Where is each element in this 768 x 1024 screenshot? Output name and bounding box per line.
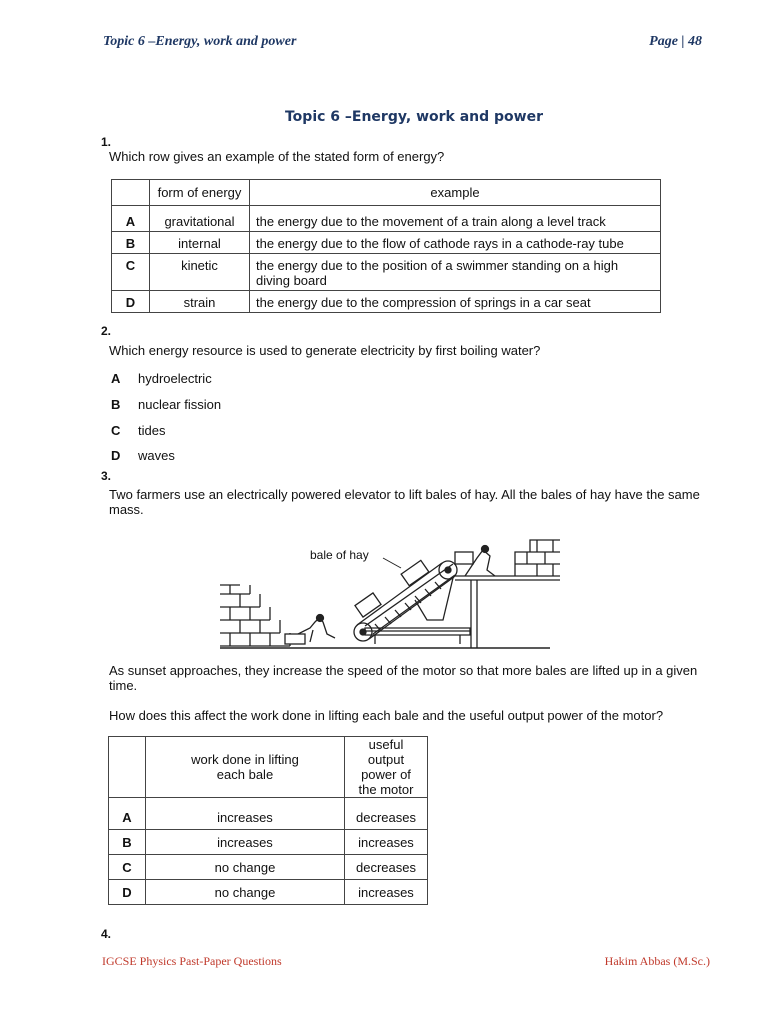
- form-cell: kinetic: [150, 254, 250, 291]
- form-cell: internal: [150, 232, 250, 254]
- upper-platform: [455, 576, 560, 648]
- row-label: C: [112, 254, 150, 291]
- form-cell: gravitational: [150, 206, 250, 232]
- form-cell: strain: [150, 291, 250, 313]
- column-header-example: example: [250, 180, 661, 206]
- table-header-row: [109, 737, 428, 798]
- question-3-text: Two farmers use an electrically powered elevator to lift bales of hay. All the bales of hay have the same mass.: [109, 487, 700, 517]
- power-cell: increases: [345, 830, 428, 855]
- farmer-bottom-figure: [285, 615, 335, 645]
- question-3-text-2: As sunset approaches, they increase the speed of the motor so that more bales are lifted up in a given time.: [109, 663, 698, 693]
- option-text: waves: [138, 448, 175, 463]
- power-cell: increases: [345, 880, 428, 905]
- question-3-text-3: How does this affect the work done in lifting each bale and the useful output power of the motor?: [109, 708, 664, 723]
- question-2-option-a: [111, 371, 212, 386]
- work-cell: increases: [146, 798, 345, 830]
- row-label: B: [109, 830, 146, 855]
- column-header-work: work done in lifting each bale: [146, 737, 345, 798]
- example-cell: the energy due to the position of a swimmer standing on a high diving board: [250, 254, 661, 291]
- page-title: Topic 6 –Energy, work and power: [284, 109, 544, 125]
- question-4-number: 4.: [101, 927, 112, 941]
- row-label: A: [109, 798, 146, 830]
- power-cell: decreases: [345, 798, 428, 830]
- option-text: hydroelectric: [138, 371, 212, 386]
- option-letter: D: [111, 448, 121, 463]
- option-letter: C: [111, 423, 121, 438]
- row-label: D: [109, 880, 146, 905]
- row-label: C: [109, 855, 146, 880]
- brick-wall-left: [220, 585, 290, 646]
- question-1-number: 1.: [101, 135, 112, 149]
- option-letter: B: [111, 397, 121, 412]
- row-label: A: [112, 206, 150, 232]
- table-corner-cell: [112, 180, 150, 206]
- question-2-option-d: [111, 448, 175, 463]
- question-3-number: 3.: [101, 469, 112, 483]
- work-cell: no change: [146, 880, 345, 905]
- option-letter: A: [111, 371, 121, 386]
- table-row: [112, 254, 661, 291]
- question-1-table: [111, 179, 661, 313]
- table-row: [112, 291, 661, 313]
- question-2-text: Which energy resource is used to generate electricity by first boiling water?: [109, 343, 541, 358]
- example-cell: the energy due to the compression of springs in a car seat: [250, 291, 661, 313]
- question-3-table: [108, 736, 428, 905]
- work-cell: increases: [146, 830, 345, 855]
- stacked-bales: [515, 540, 560, 576]
- work-cell: no change: [146, 855, 345, 880]
- table-row: [109, 830, 428, 855]
- table-row: [112, 206, 661, 232]
- header-topic: Topic 6 –Energy, work and power: [103, 34, 297, 49]
- farmer-top-figure: [455, 546, 495, 577]
- question-1-text: Which row gives an example of the stated form of energy?: [109, 149, 445, 164]
- table-header-row: [112, 180, 661, 206]
- table-row: [109, 798, 428, 830]
- question-2-option-c: [111, 423, 165, 438]
- footer-author: Hakim Abbas (M.Sc.): [604, 954, 710, 968]
- footer-course: IGCSE Physics Past-Paper Questions: [102, 954, 282, 968]
- example-cell: the energy due to the movement of a train along a level track: [250, 206, 661, 232]
- table-corner-cell: [109, 737, 146, 798]
- column-header-power: useful output power of the motor: [345, 737, 428, 798]
- table-row: [109, 855, 428, 880]
- bale-of-hay-label: bale of hay: [310, 548, 369, 562]
- header-page-number: Page | 48: [649, 34, 702, 49]
- table-row: [109, 880, 428, 905]
- option-text: tides: [138, 423, 166, 438]
- option-text: nuclear fission: [138, 397, 222, 412]
- example-cell: the energy due to the flow of cathode rays in a cathode-ray tube: [250, 232, 661, 254]
- column-header-form: form of energy: [150, 180, 250, 206]
- row-label: B: [112, 232, 150, 254]
- row-label: D: [112, 291, 150, 313]
- question-2-option-b: [111, 397, 221, 412]
- hay-elevator-figure: [215, 538, 565, 653]
- question-2-number: 2.: [101, 324, 112, 338]
- table-row: [112, 232, 661, 254]
- power-cell: decreases: [345, 855, 428, 880]
